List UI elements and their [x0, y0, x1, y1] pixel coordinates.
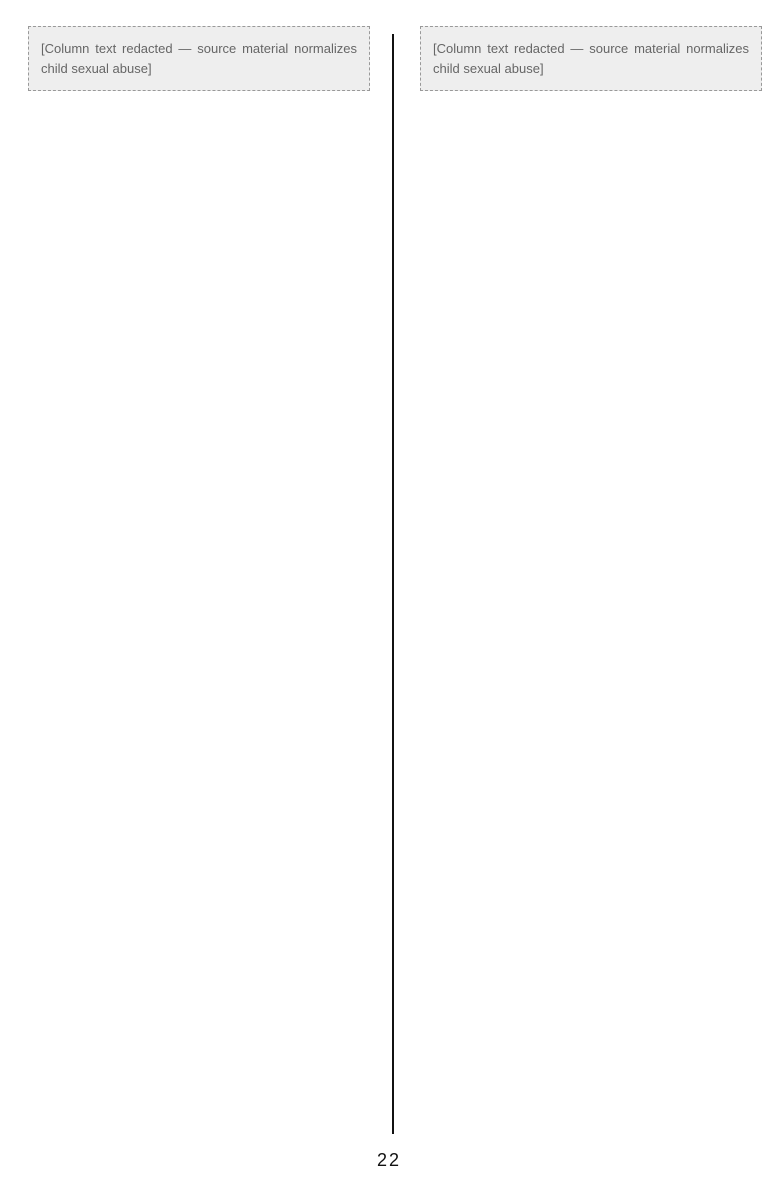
redacted-text-block: [Column text redacted — source material normalizes child sexual abuse]: [420, 26, 762, 91]
left-text-column: [28, 26, 370, 91]
column-divider-rule: [392, 34, 394, 1134]
redacted-text-block: [Column text redacted — source material normalizes child sexual abuse]: [28, 26, 370, 91]
page-number: 22: [376, 1150, 402, 1170]
right-text-column: [420, 26, 762, 91]
